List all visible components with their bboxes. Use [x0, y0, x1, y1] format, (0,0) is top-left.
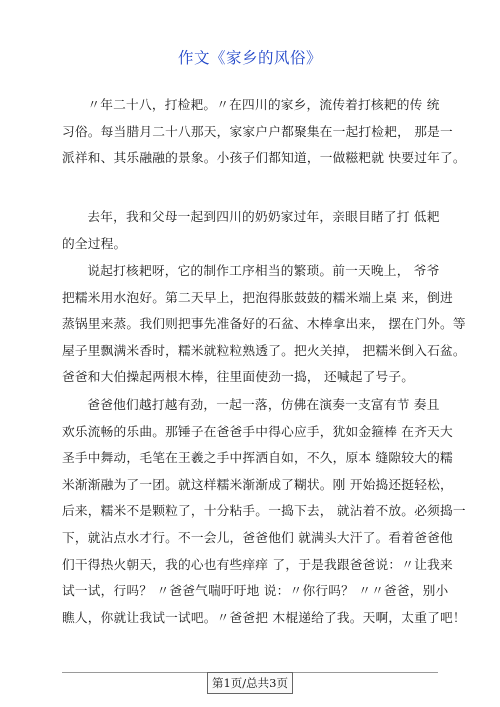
- paragraph-line: 后来，糯米不是颗粒了，十分粘手。一捣下去， 就沾着不放。必须捣一: [62, 503, 466, 519]
- paragraph-line: 米渐渐融为了一团。就这样糯米渐渐成了糊状。刚 开始捣还挺轻松，: [62, 476, 453, 492]
- paragraph-line: 把糯米用水泡好。第二天早上，把泡得胀鼓鼓的糯米端上桌 来，倒进: [62, 289, 453, 305]
- paragraph-1: [62, 92, 466, 172]
- paragraph-line: 说起打核耙呀，它的制作工序相当的繁琐。前一天晚上， 爷爷: [87, 263, 440, 278]
- paragraph-2: [62, 204, 438, 257]
- page-number-label: 第1页/总共3页: [207, 672, 293, 694]
- paragraph-line: 爸爸他们越打越有劲，一起一落，仿佛在演奏一支富有节 奏且: [87, 397, 440, 412]
- paragraph-line: 屋子里飘满米香时，糯米就粒粒熟透了。把火关掉， 把糯米倒入石盆。: [62, 342, 466, 358]
- paragraph-line: 爸爸和大伯操起两根木棒，往里面使劲一捣， 还喊起了号子。: [62, 369, 415, 385]
- page-footer: [0, 672, 500, 702]
- paragraph-line: 〃年二十八，打检耙。〃在四川的家乡，流传着打核耙的传 统: [87, 97, 440, 112]
- paragraph-line: 派祥和、其乐融融的景象。小孩子们都知道，一做糍粑就 快要过年了。: [62, 150, 466, 166]
- paragraph-line: 的全过程。: [62, 235, 127, 251]
- paragraph-4: [62, 392, 466, 631]
- paragraph-line: 瞧人，你就让我试一试吧。〃爸爸把 木棍递给了我。天啊，太重了吧！: [62, 609, 466, 625]
- paragraph-line: 去年，我和父母一起到四川的奶奶家过年，亲眼目睹了打 低耙: [87, 209, 440, 224]
- document-title: 作文《家乡的风俗》: [177, 49, 322, 67]
- paragraph-line: 习俗。每当腊月二十八那天，家家户户都聚集在一起打检耙， 那是一: [62, 123, 453, 139]
- paragraph-line: 下，就沾点水才行。不一会儿，爸爸他们 就满头大汗了。看着爸爸他: [62, 529, 453, 545]
- paragraph-3: [62, 258, 466, 391]
- paragraph-line: 欢乐流畅的乐曲。那锤子在爸爸手中得心应手，犹如金箍棒 在齐天大: [62, 423, 453, 439]
- paragraph-line: 们干得热火朝天，我的心也有些痒痒 了，于是我跟爸爸说：〃让我来: [62, 556, 453, 572]
- paragraph-line: 试一试，行吗？ 〃爸爸气喘吁吁地 说：〃你行吗？ 〃〃爸爸，别小: [62, 583, 449, 599]
- paragraph-line: 圣手中舞动，毛笔在王羲之手中挥洒自如，不久，原本 缝隙较大的糯: [62, 450, 453, 466]
- paragraph-line: 蒸锅里来蒸。我们则把事先准备好的石盆、木棒拿出来， 摆在门外。等: [62, 316, 466, 332]
